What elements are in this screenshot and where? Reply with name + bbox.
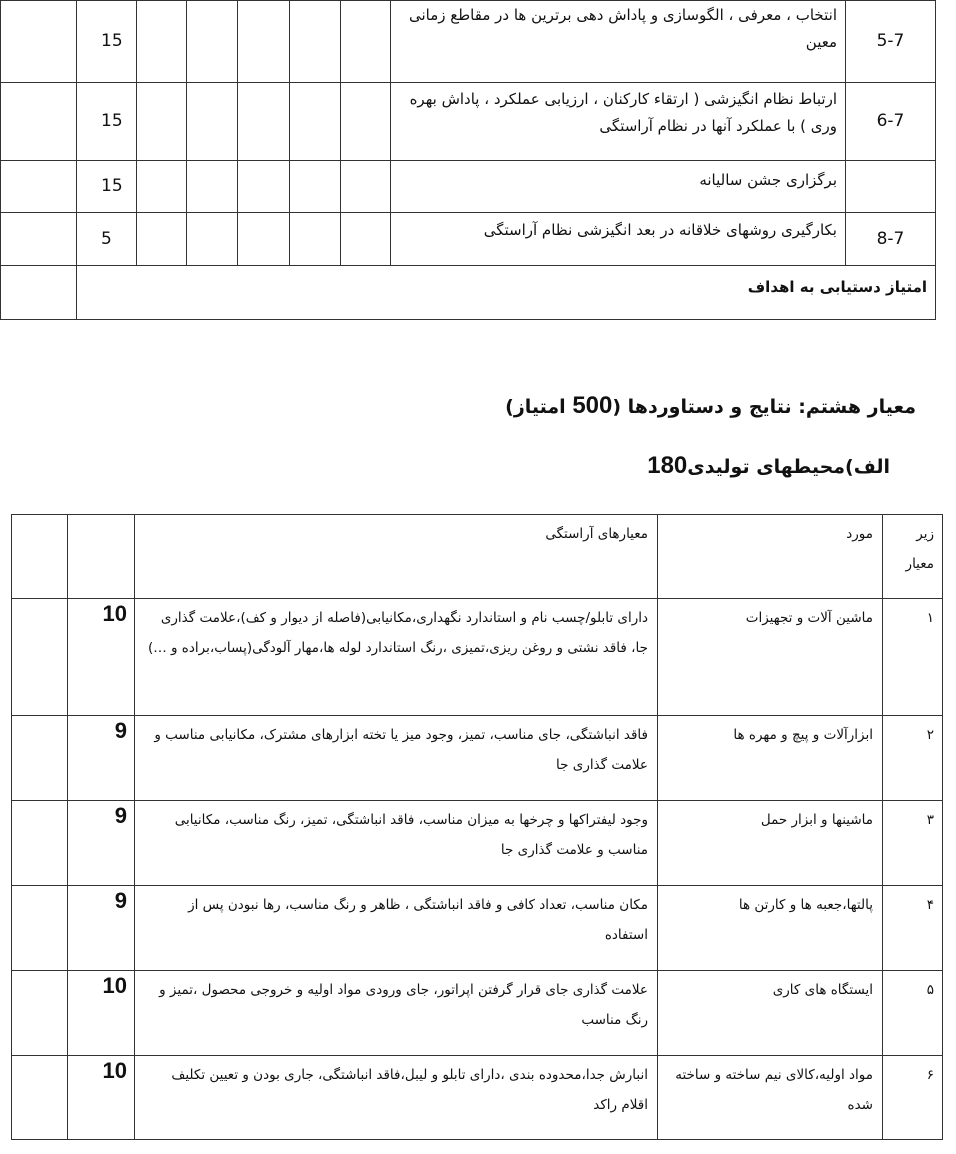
table-row [1,1,936,83]
table-row [1,83,936,161]
empty-cell [1,1,77,83]
row-score: 10 [68,1056,135,1140]
empty-cell [1,213,77,266]
header-item: مورد [658,515,883,599]
row-criteria: مکان مناسب، تعداد کافی و فاقد انباشتگی ، ظاهر و رنگ مناسب، رها نبودن پس از استفاده [135,886,658,971]
section-title: معیار هشتم: نتایج و دستاوردها (500 امتیاز) [505,392,916,419]
row-score: 10 [68,971,135,1056]
row-criteria: دارای تابلو/چسب نام و استاندارد نگهداری،مکانیابی(فاصله از دیوار و کف)،علامت گذاری جا، فاقد نشتی و روغن ریزی،تمیزی ،رنگ استاندارد لوله ها،مهار آلودگی(پساب،براده و …) [135,599,658,716]
row-score: 10 [68,599,135,716]
row-criteria: انبارش جدا،محدوده بندی ،دارای تابلو و لیبل،فاقد انباشتگی، جاری بودن و تعیین تکلیف اقلام راکد [135,1056,658,1140]
subsection-points: 180 [647,452,688,479]
incentive-table [0,0,936,320]
row-score: 9 [68,886,135,971]
empty-cell [1,161,77,213]
table-row [12,1056,943,1140]
empty-cell [1,83,77,161]
row-index: ۲ [883,716,943,801]
row-code: 8-7 [846,213,936,266]
row-item: مواد اولیه،کالای نیم ساخته و ساخته شده [658,1056,883,1140]
subsection-title: الف)محیطهای تولیدی180 [647,452,890,479]
row-description: برگزاری جشن سالیانه [391,161,846,213]
table-row [12,886,943,971]
row-code [846,161,936,213]
row-criteria: فاقد انباشتگی، جای مناسب، تمیز، وجود میز یا تخته ابزارهای مشترک، مکانیابی مناسب و علامت گذاری جا [135,716,658,801]
row-score: 15 [77,83,137,161]
row-description: ارتباط نظام انگیزشی ( ارتقاء کارکنان ، ارزیابی عملکرد ، پاداش بهره وری ) با عملکرد آنها در نظام آراستگی [391,83,846,161]
table-row [12,599,943,716]
row-code: 5-7 [846,1,936,83]
row-score: 15 [77,161,137,213]
row-item: ابزارآلات و پیچ و مهره ها [658,716,883,801]
header-extra [12,515,68,599]
row-criteria: وجود لیفتراکها و چرخها به میزان مناسب، فاقد انباشتگی، تمیز، رنگ مناسب، مکانیابی مناسب و علامت گذاری جا [135,801,658,886]
row-index: ۱ [883,599,943,716]
row-code: 6-7 [846,83,936,161]
empty-cell [1,266,77,320]
header-criteria: معیارهای آراستگی [135,515,658,599]
row-item: پالتها،جعبه ها و کارتن ها [658,886,883,971]
row-criteria: علامت گذاری جای قرار گرفتن اپراتور، جای ورودی مواد اولیه و خروجی محصول ،تمیز و رنگ مناسب [135,971,658,1056]
production-environment-table [11,514,943,1140]
row-score: 15 [77,1,137,83]
goal-score-label: امتیاز دستیابی به اهداف [77,266,936,320]
row-index: ۶ [883,1056,943,1140]
header-score [68,515,135,599]
row-description: بکارگیری روشهای خلاقانه در بعد انگیزشی نظام آراستگی [391,213,846,266]
row-item: ماشینها و ابزار حمل [658,801,883,886]
row-item: ایستگاه های کاری [658,971,883,1056]
header-sub-criterion: زیر معیار [883,515,943,599]
row-score: 5 [77,213,137,266]
table-footer-row [1,266,936,320]
row-item: ماشین آلات و تجهیزات [658,599,883,716]
row-index: ۵ [883,971,943,1056]
row-index: ۳ [883,801,943,886]
table-header-row [12,515,943,599]
table-row [12,971,943,1056]
table-row [1,213,936,266]
table-row [12,716,943,801]
row-score: 9 [68,801,135,886]
section-points: 500 [572,392,613,419]
table-row [12,801,943,886]
row-score: 9 [68,716,135,801]
row-description: انتخاب ، معرفی ، الگوسازی و پاداش دهی برترین ها در مقاطع زمانی معین [391,1,846,83]
row-index: ۴ [883,886,943,971]
table-row [1,161,936,213]
